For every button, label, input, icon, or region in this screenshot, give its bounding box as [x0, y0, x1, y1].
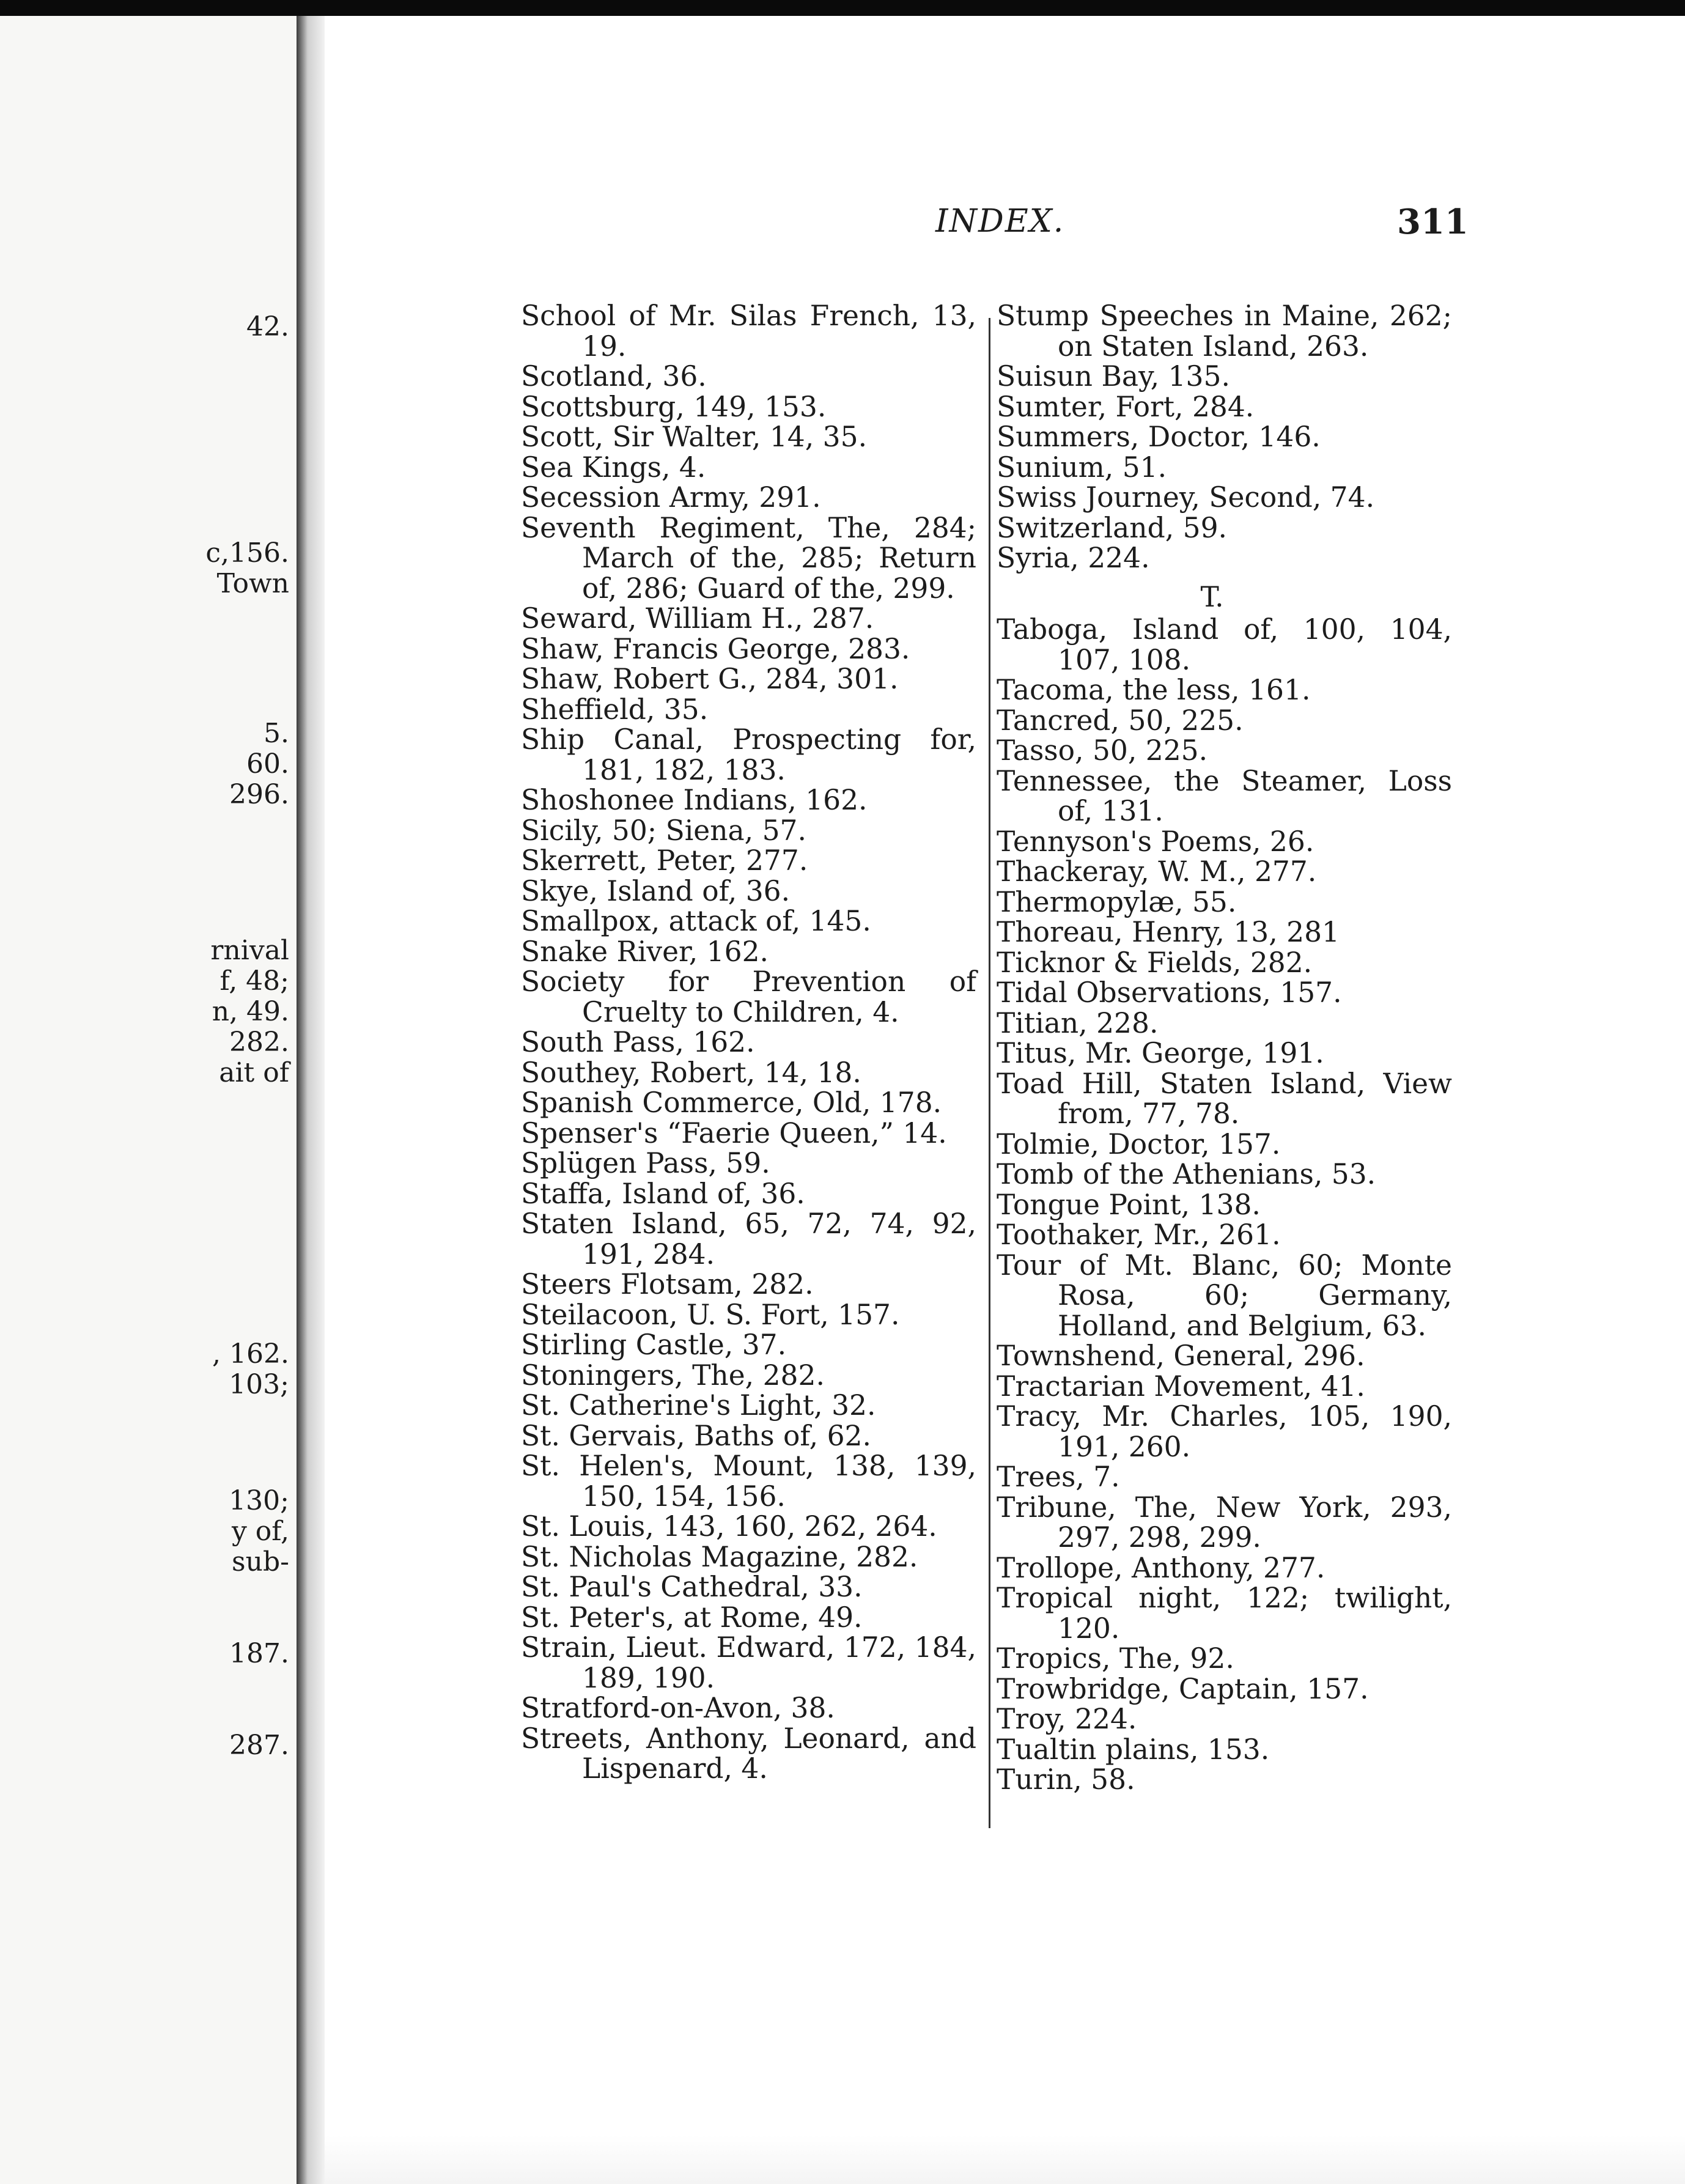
index-entry: Scotland, 36.: [521, 360, 707, 393]
index-entry: Tolmie, Doctor, 157.: [997, 1127, 1281, 1160]
index-entry: Shoshonee Indians, 162.: [521, 784, 868, 816]
index-entry: Tidal Observations, 157.: [997, 976, 1342, 1009]
index-entry: Titus, Mr. George, 191.: [997, 1037, 1324, 1069]
facing-page-fragment: 103;: [229, 1369, 289, 1400]
index-entry: Scott, Sir Walter, 14, 35.: [521, 421, 868, 453]
facing-page-fragment: f, 48;: [219, 965, 289, 997]
scan-border: [0, 0, 1685, 16]
index-entry: Tasso, 50, 225.: [997, 734, 1208, 767]
section-letter: T.: [1200, 580, 1224, 613]
index-entry: Tropical night, 122; twilight, 120.: [997, 1582, 1452, 1645]
index-entry: St. Peter's, at Rome, 49.: [521, 1601, 863, 1634]
facing-page-fragment: sub-: [232, 1546, 289, 1577]
index-entry: Toad Hill, Staten Island, View from, 77, 78.: [997, 1067, 1452, 1130]
facing-page-fragment: , 162.: [212, 1338, 289, 1370]
index-entry: Summers, Doctor, 146.: [997, 421, 1321, 453]
index-entry: St. Nicholas Magazine, 282.: [521, 1540, 918, 1573]
facing-page-fragment: rnival: [210, 935, 289, 966]
index-entry: Troy, 224.: [997, 1703, 1137, 1735]
index-entry: Splügen Pass, 59.: [521, 1147, 770, 1179]
book-spine: [297, 16, 325, 2184]
index-entry: Sunium, 51.: [997, 451, 1167, 484]
index-entry: Steilacoon, U. S. Fort, 157.: [521, 1298, 900, 1331]
facing-page-fragment: 187.: [229, 1638, 289, 1669]
index-entry: Staffa, Island of, 36.: [521, 1177, 805, 1210]
index-column-right: [997, 301, 1452, 1795]
index-entry: Shaw, Francis George, 283.: [521, 632, 910, 665]
facing-page-fragment: ait of: [219, 1057, 289, 1088]
index-entry: St. Louis, 143, 160, 262, 264.: [521, 1510, 937, 1543]
index-entry: Southey, Robert, 14, 18.: [521, 1056, 861, 1089]
page-bottom-edge: [325, 2135, 1685, 2184]
index-entry: Tongue Point, 138.: [997, 1188, 1261, 1221]
index-entry: Sicily, 50; Siena, 57.: [521, 814, 806, 847]
facing-page-fragment: n, 49.: [212, 996, 289, 1027]
facing-page-fragment: 130;: [229, 1485, 289, 1516]
facing-page-fragment: c,156.: [205, 537, 289, 569]
index-column-left: [521, 301, 976, 1784]
index-entry: Trees, 7.: [997, 1461, 1120, 1493]
index-entry: St. Gervais, Baths of, 62.: [521, 1419, 871, 1452]
index-entry: Tropics, The, 92.: [997, 1642, 1234, 1675]
index-entry: Stirling Castle, 37.: [521, 1329, 787, 1361]
index-entry: Townshend, General, 296.: [997, 1340, 1365, 1372]
index-entry: Sumter, Fort, 284.: [997, 390, 1255, 423]
index-entry: Swiss Journey, Second, 74.: [997, 481, 1375, 514]
index-entry: Tour of Mt. Blanc, 60; Monte Rosa, 60; Germany, Holland, and Belgium, 63.: [997, 1249, 1452, 1342]
index-entry: Tribune, The, New York, 293, 297, 298, 299.: [997, 1491, 1452, 1554]
index-entry: Society for Prevention of Cruelty to Children, 4.: [521, 965, 976, 1028]
index-entry: Spanish Commerce, Old, 178.: [521, 1086, 942, 1119]
index-entry: Stratford-on-Avon, 38.: [521, 1692, 835, 1724]
index-entry: Strain, Lieut. Edward, 172, 184, 189, 190.: [521, 1631, 976, 1694]
index-entry: Shaw, Robert G., 284, 301.: [521, 663, 899, 695]
index-entry: Turin, 58.: [997, 1763, 1135, 1796]
index-entry: Trowbridge, Captain, 157.: [997, 1672, 1369, 1705]
index-entry: Sheffield, 35.: [521, 693, 709, 726]
facing-page-fragment: y of,: [231, 1516, 289, 1547]
index-entry: Spenser's “Faerie Queen,” 14.: [521, 1116, 947, 1149]
index-entry: School of Mr. Silas French, 13, 19.: [521, 300, 976, 363]
index-entry: Streets, Anthony, Leonard, and Lispenard, 4.: [521, 1722, 976, 1785]
index-entry: Tracy, Mr. Charles, 105, 190, 191, 260.: [997, 1400, 1452, 1463]
index-entry: Stump Speeches in Maine, 262; on Staten Island, 263.: [997, 300, 1452, 363]
index-entry: Ticknor & Fields, 282.: [997, 946, 1313, 979]
index-entry: South Pass, 162.: [521, 1026, 755, 1058]
index-entry: Tomb of the Athenians, 53.: [997, 1158, 1376, 1190]
index-entry: Scottsburg, 149, 153.: [521, 390, 827, 423]
facing-page-left: [0, 16, 299, 2184]
page-number: 311: [1397, 202, 1469, 242]
index-entry: St. Paul's Cathedral, 33.: [521, 1571, 863, 1603]
index-entry: St. Helen's, Mount, 138, 139, 150, 154, 156.: [521, 1450, 976, 1513]
facing-page-fragment: 60.: [246, 748, 289, 780]
index-entry: Toothaker, Mr., 261.: [997, 1219, 1281, 1251]
index-entry: Tennessee, the Steamer, Loss of, 131.: [997, 764, 1452, 827]
index-entry: Steers Flotsam, 282.: [521, 1268, 814, 1300]
index-entry: Stoningers, The, 282.: [521, 1359, 825, 1392]
index-entry: Tualtin plains, 153.: [997, 1733, 1270, 1766]
index-entry: Thermopylæ, 55.: [997, 885, 1237, 918]
facing-page-fragment: 282.: [229, 1027, 289, 1058]
index-entry: Ship Canal, Prospecting for, 181, 182, 183.: [521, 723, 976, 786]
column-divider: [989, 318, 990, 1828]
index-entry: Skye, Island of, 36.: [521, 874, 791, 907]
index-entry: Tancred, 50, 225.: [997, 704, 1244, 737]
index-entry: Staten Island, 65, 72, 74, 92, 191, 284.: [521, 1208, 976, 1271]
facing-page-fragment: 42.: [246, 311, 289, 342]
index-entry: St. Catherine's Light, 32.: [521, 1389, 876, 1422]
index-entry: Suisun Bay, 135.: [997, 360, 1230, 393]
index-entry: Seward, William H., 287.: [521, 602, 874, 635]
index-entry: Skerrett, Peter, 277.: [521, 844, 808, 877]
running-head: INDEX.: [935, 203, 1065, 240]
index-entry: Secession Army, 291.: [521, 481, 821, 514]
index-entry: Taboga, Island of, 100, 104, 107, 108.: [997, 613, 1452, 676]
index-entry: Syria, 224.: [997, 542, 1150, 574]
index-entry: Trollope, Anthony, 277.: [997, 1551, 1326, 1584]
index-entry: Titian, 228.: [997, 1006, 1159, 1039]
index-entry: Tacoma, the less, 161.: [997, 674, 1311, 706]
index-entry: Switzerland, 59.: [997, 511, 1227, 544]
facing-page-fragment: 296.: [229, 779, 289, 810]
index-entry: Tennyson's Poems, 26.: [997, 825, 1314, 858]
index-entry: Smallpox, attack of, 145.: [521, 905, 871, 937]
facing-page-fragment: Town: [216, 568, 289, 599]
index-entry: Seventh Regiment, The, 284; March of the, 285; Return of, 286; Guard of the, 299.: [521, 511, 976, 605]
index-entry: Snake River, 162.: [521, 935, 769, 968]
index-entry: Thoreau, Henry, 13, 281: [997, 916, 1340, 948]
index-entry: Tractarian Movement, 41.: [997, 1370, 1365, 1403]
index-entry: Sea Kings, 4.: [521, 451, 706, 484]
index-entry: Thackeray, W. M., 277.: [997, 855, 1317, 888]
facing-page-fragment: 287.: [229, 1730, 289, 1761]
facing-page-fragment: 5.: [264, 718, 289, 749]
